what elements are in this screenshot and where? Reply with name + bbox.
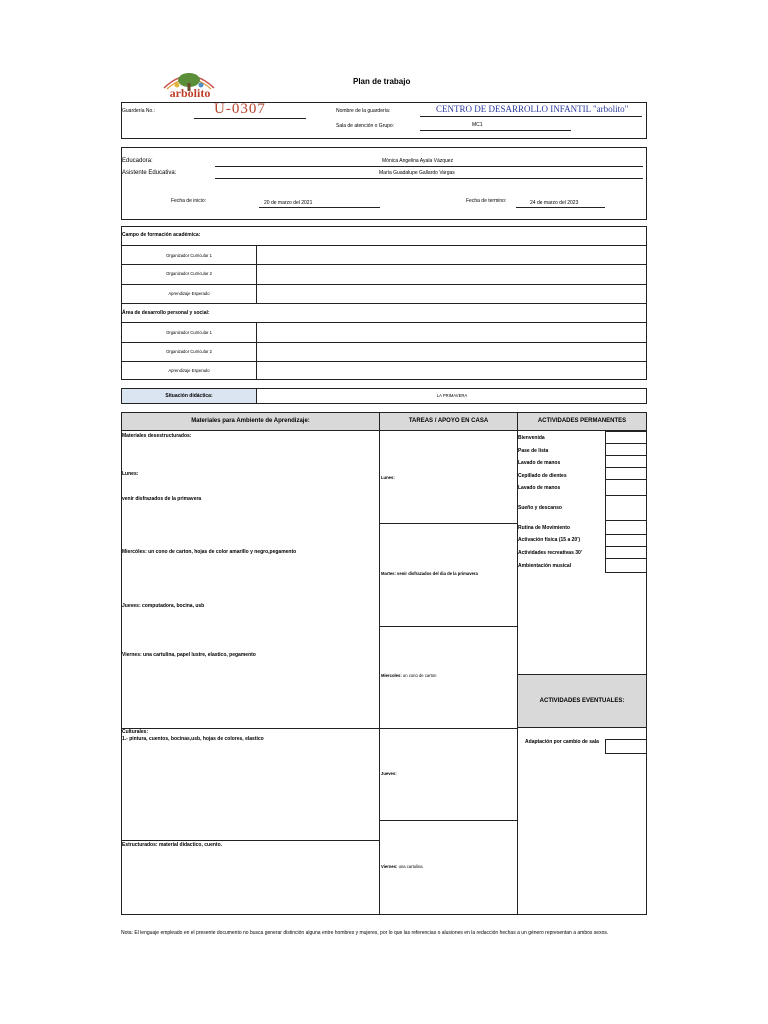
tareas-viernes-label: Viernes: [381,864,398,869]
divider [379,626,517,627]
materiales-estructurados: Estructurados: material didactico, cuento. [122,842,223,848]
nombre-underline [420,116,642,117]
sala-value: MC1 [472,122,483,128]
divider [121,322,647,323]
perm-item: Rutina de Movimiento [518,525,570,531]
termino-label: Fecha de termino: [466,198,507,204]
sala-underline [420,130,571,131]
divider [121,728,379,729]
divider [379,820,517,821]
area-row-1-label: Organizador Curricular 1 [166,330,212,335]
divider [121,245,647,246]
materiales-viernes: Viernes: una cartulina, papel lustre, elastico, pegamento [122,652,256,658]
perm-item: Lavado de manos [518,485,561,491]
perm-item: Ambientación musical [518,563,572,569]
tareas-viernes-value: una cartulina [398,864,423,869]
materiales-jueves: Jueves: computadora, bocina, usb [122,603,205,609]
eventuales-item: Adaptación por cambio de sala [525,739,599,745]
guarderia-underline [194,118,306,119]
perm-item: Bienvenida [518,435,545,441]
perm-check-cell[interactable] [605,479,647,496]
materiales-header: Materiales para Ambiente de Aprendizaje: [121,412,380,431]
tareas-miercoles-label: Miercoles: [381,673,402,678]
situacion-value: LA PRIMAVERA [436,393,468,398]
divider [517,431,518,915]
divider [379,431,380,915]
inicio-underline [259,207,380,208]
footer-note: Nota: El lenguaje empleado en el presente documento no busca generar distinción alguna entre hombres y mujeres, por lo que las referencias o alusiones en la redacción hechas a un género representan a ambos sexos. [121,930,609,936]
situacion-label: Situación didáctica: [121,388,257,404]
materiales-culturales-value: 1.- pintura, cuentos, bocinas,usb, hojas de colores, elastico [122,736,264,742]
guarderia-number: U-0307 [214,101,266,117]
area-row-3-label: Aprendizaje Esperado [168,368,210,373]
perm-item: Actividades recreativas 30' [518,550,583,556]
eventuales-header: ACTIVIDADES EVENTUALES: [517,674,647,728]
materiales-lunes-value: venir disfrazados de la primavera [122,496,202,502]
divider [121,342,647,343]
permanentes-header: ACTIVIDADES PERMANENTES [517,412,647,431]
divider [121,264,647,265]
materiales-desestructurados: Materiales desestructurados: [122,433,192,439]
tareas-jueves: Jueves: [381,771,397,776]
educadora-label: Educadora: [122,158,153,164]
divider [121,840,379,841]
perm-item: Lavado de manos [518,460,561,466]
divider [121,303,647,304]
campo-title: Campo de formación académica: [122,232,201,238]
perm-check-cell[interactable] [605,495,647,521]
area-row-2-label: Organizador Curricular 2 [166,349,212,354]
termino-value: 24 de marzo del 2023 [530,200,579,206]
divider [121,284,647,285]
tareas-miercoles-value: un cono de carton [402,673,437,678]
materiales-culturales: Culturales: [122,729,149,735]
perm-item: Sueño y descanso [518,505,562,511]
campo-row-1-label: Organizador Curricular 1 [166,253,212,258]
materiales-miercoles: Miercóles: un cono de carton, hojas de color amarillo y negro,pegamento [122,549,297,555]
sala-label: Sala de atención o Grupo: [336,123,395,129]
logo [158,68,220,100]
perm-item: Activación física (15 a 20') [518,537,581,543]
perm-check-cell[interactable] [605,558,647,573]
educadora-underline [215,166,643,167]
divider [379,523,517,524]
divider [121,361,647,362]
tareas-viernes [381,864,423,869]
logo-text: arbolito [169,86,211,100]
materiales-lunes: Lunes: [122,471,139,477]
perm-item: Cepillado de dientes [518,473,567,479]
divider [256,322,257,380]
inicio-label: Fecha de inicio: [171,198,207,204]
area-title: Área de desarrollo personal y social: [122,310,210,316]
tareas-header: TAREAS / APOYO EN CASA [379,412,518,431]
guarderia-label: Guardería No.: [122,108,156,114]
asistente-underline [215,178,643,179]
perm-check-cell[interactable] [605,520,647,535]
termino-underline [516,207,605,208]
tareas-miercoles [381,673,436,678]
nombre-label: Nombre de la guardería: [336,108,391,114]
eventuales-check-cell[interactable] [605,739,647,754]
divider [256,245,257,303]
perm-item: Pase de lista [518,448,549,454]
educadora-value: Mónica Angelina Ayala Vázquez [382,158,454,164]
nombre-value: CENTRO DE DESARROLLO INFANTIL "arbolito" [436,104,629,114]
campo-row-2-label: Organizador Curricular 2 [166,271,212,276]
tareas-martes: Martes: venir disfrazados del dia de la primavera [381,571,478,576]
asistente-value: María Guadalupe Gallardo Vargas [379,170,455,176]
page-title: Plan de trabajo [353,77,411,86]
tareas-lunes: Lunes: [381,475,395,480]
divider [379,728,517,729]
asistente-label: Asistente Educativa: [122,170,177,176]
campo-row-3-label: Aprendizaje Esperado [168,291,210,296]
inicio-value: 20 de marzo del 2021 [264,200,313,206]
